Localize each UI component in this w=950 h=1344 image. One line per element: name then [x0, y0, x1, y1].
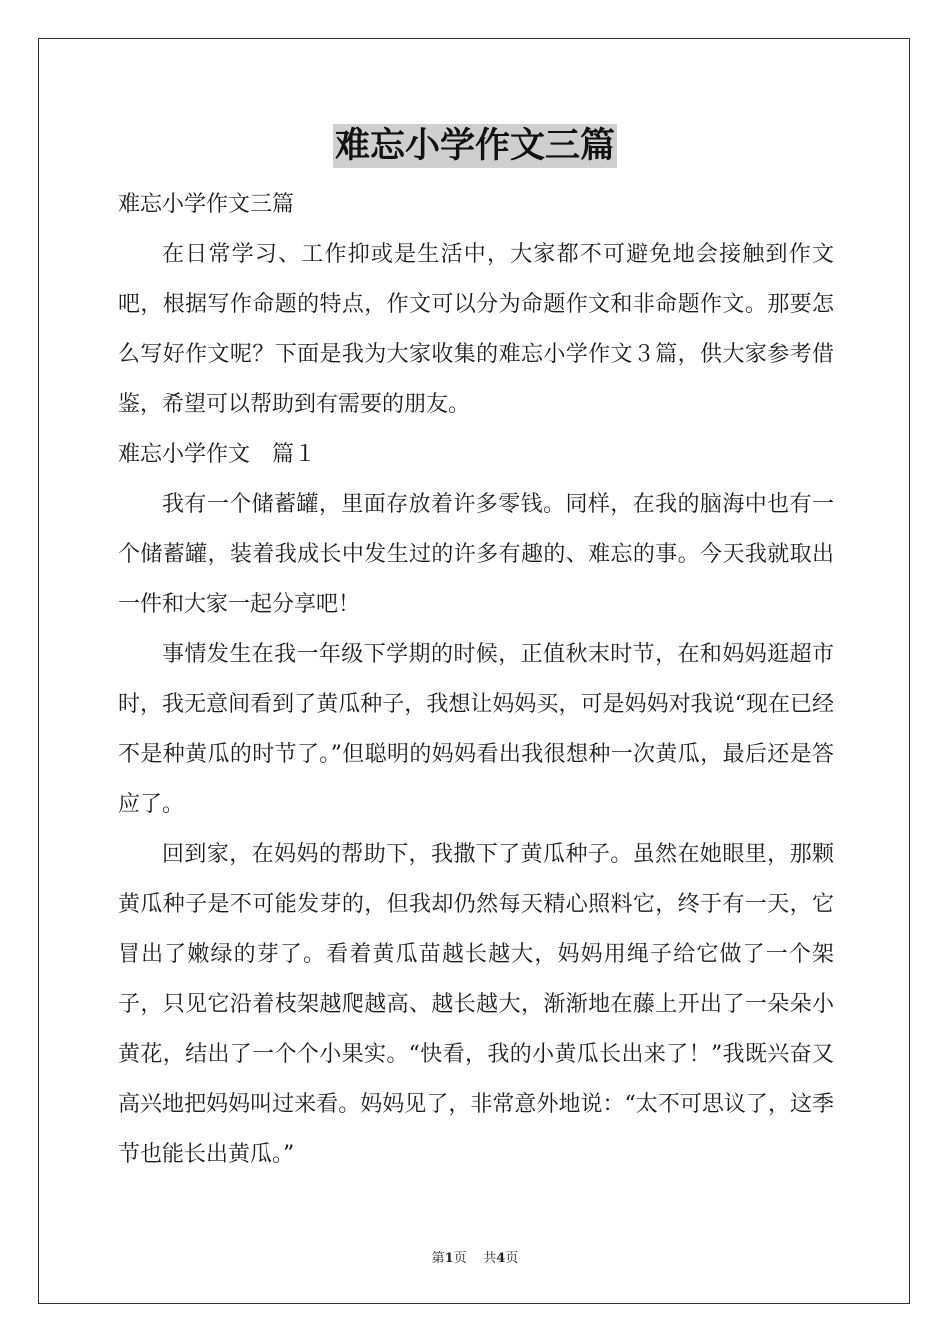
document-body: [118, 180, 834, 1180]
essay-1-paragraph-3: 回到家，在妈妈的帮助下，我撒下了黄瓜种子。虽然在她眼里，那颗黄瓜种子是不可能发芽的，但我却仍然每天精心照料它，终于有一天，它冒出了嫩绿的芽了。看着黄瓜苗越长越大，妈妈用绳子给它做了一个架子，只见它沿着枝架越爬越高、越长越大，渐渐地在藤上开出了一朵朵小黄花，结出了一个个小果实。“快看，我的小黄瓜长出来了！”我既兴奋又高兴地把妈妈叫过来看。妈妈见了，非常意外地说：“太不可思议了，这季节也能长出黄瓜。”: [118, 842, 834, 1167]
essay-1-heading: 难忘小学作文 篇１: [118, 442, 317, 467]
page-footer: [0, 1247, 950, 1266]
total-suffix: 页: [505, 1251, 519, 1266]
document-title: 难忘小学作文三篇: [334, 125, 615, 166]
page-suffix: 页: [453, 1251, 467, 1266]
essay-1-paragraph-2: 事情发生在我一年级下学期的时候，正值秋末时节，在和妈妈逛超市时，我无意间看到了黄瓜种子，我想让妈妈买，可是妈妈对我说“现在已经不是种黄瓜的时节了。”但聪明的妈妈看出我很想种一次黄瓜，最后还是答应了。: [118, 642, 834, 817]
total-pages: 4: [496, 1251, 506, 1266]
total-prefix: 共: [483, 1251, 497, 1266]
essay-1-paragraph-1: 我有一个储蓄罐，里面存放着许多零钱。同样，在我的脑海中也有一个储蓄罐，装着我成长中发生过的许多有趣的、难忘的事。今天我就取出一件和大家一起分享吧！: [118, 492, 834, 617]
intro-heading: 难忘小学作文三篇: [118, 192, 295, 217]
title-container: [0, 124, 950, 168]
intro-paragraph: 在日常学习、工作抑或是生活中，大家都不可避免地会接触到作文吧，根据写作命题的特点，作文可以分为命题作文和非命题作文。那要怎么写好作文呢？下面是我为大家收集的难忘小学作文３篇，供大家参考借鉴，希望可以帮助到有需要的朋友。: [118, 242, 834, 417]
page-number: 1: [444, 1251, 454, 1266]
page-prefix: 第: [431, 1251, 445, 1266]
